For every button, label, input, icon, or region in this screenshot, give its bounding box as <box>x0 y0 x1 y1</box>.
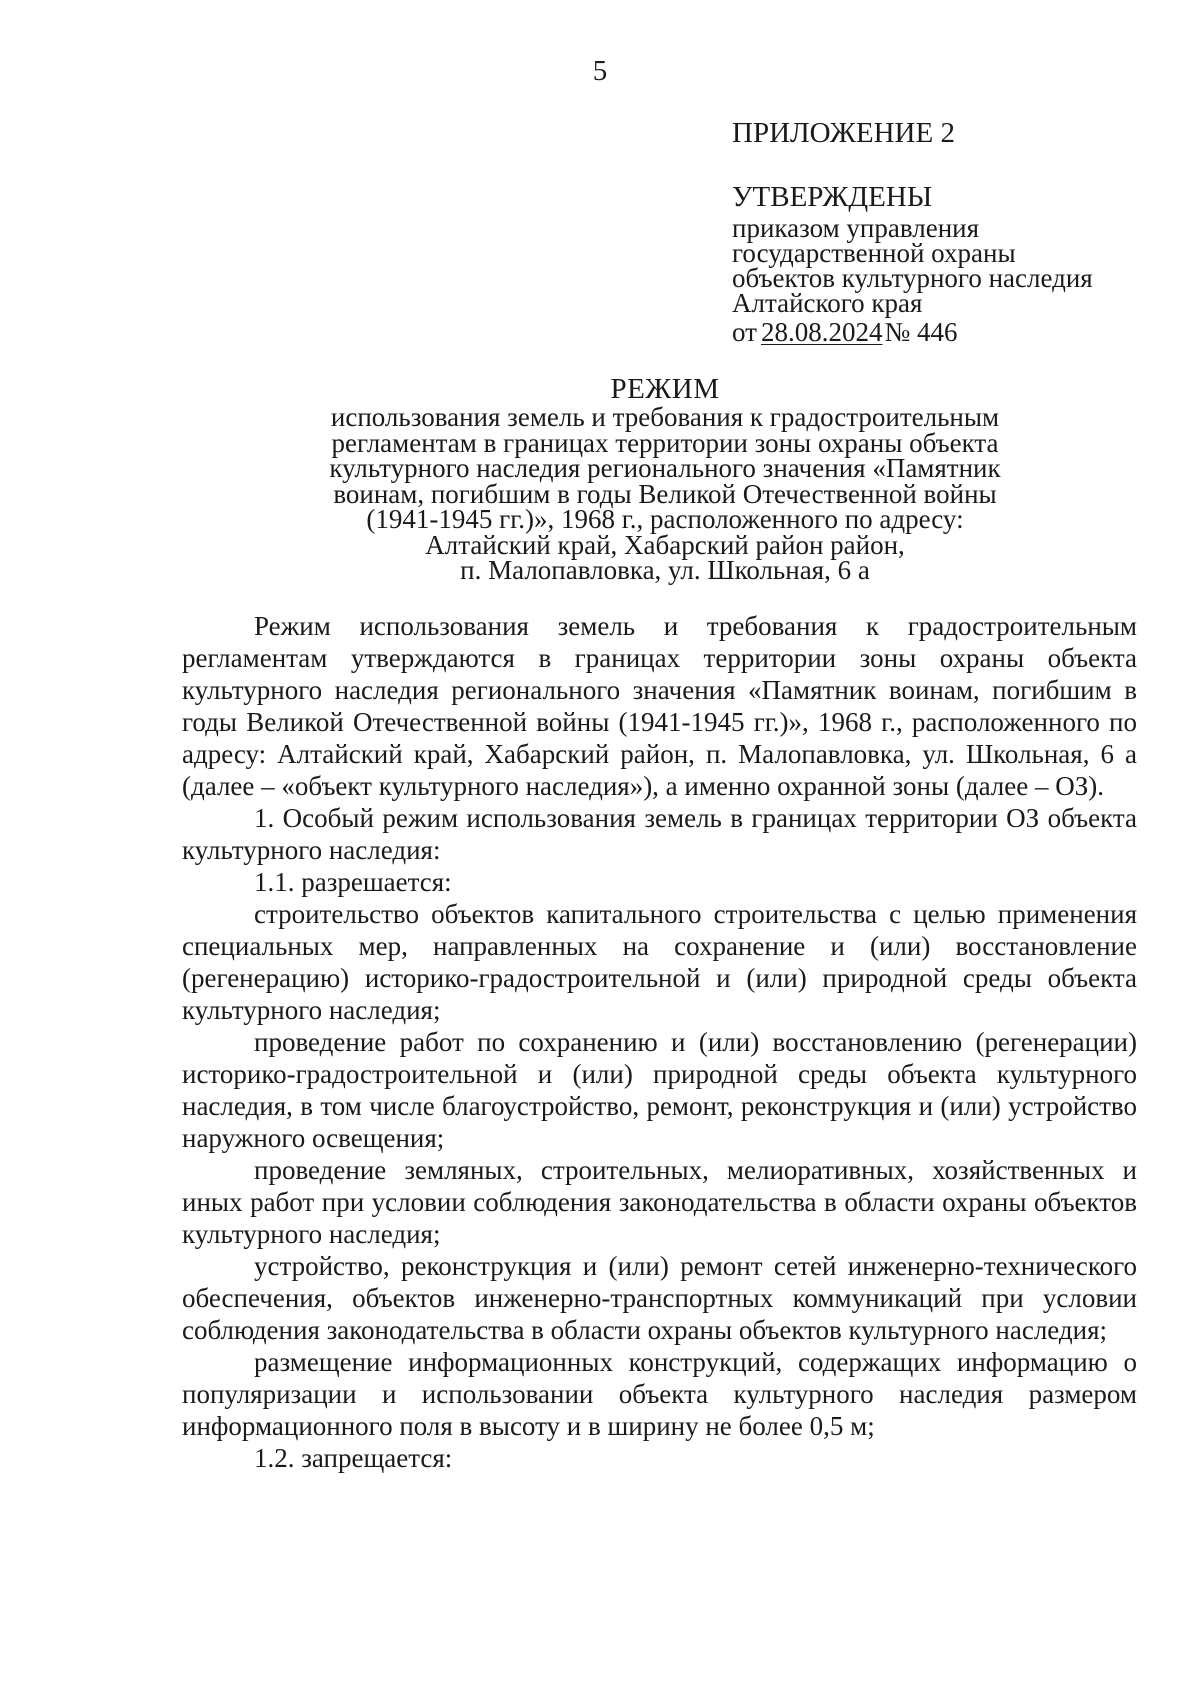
approval-line: Алтайского края <box>732 288 923 318</box>
document-subtitle <box>290 402 1040 585</box>
subtitle-line: культурного наследия регионального значения «Памятник <box>329 453 1001 483</box>
approval-line: приказом управления <box>732 213 980 243</box>
approval-date: 28.08.2024 <box>760 317 883 347</box>
intro-paragraph: Режим использования земель и требования к градостроительным регламентам утверждаются в границах территории зоны охраны объекта культурного наследия регионального значения «Памятник воинам, погибшим в годы Великой Отечественной войны (1941-1945 гг.)», 1968 г., расположенного по адресу: Алтайский край, Хабарский район, п. Малопавловка, ул. Школьная, 6 а (далее – «объект культурного наследия»), а именно охранной зоны (далее – ОЗ). <box>182 611 1137 801</box>
subtitle-line: (1941-1945 гг.)», 1968 г., расположенного по адресу: <box>366 504 964 534</box>
approval-date-line <box>732 316 1172 348</box>
approved-heading: УТВЕРЖДЕНЫ <box>732 181 933 213</box>
approval-line: государственной охраны <box>732 238 1016 268</box>
document-body <box>182 610 1137 1474</box>
allowed-item: проведение земляных, строительных, мелиоративных, хозяйственных и иных работ при условии соблюдения законодательства в области охраны объектов культурного наследия; <box>182 1155 1137 1249</box>
section-1-1-heading: 1.1. разрешается: <box>254 867 452 897</box>
subtitle-line: регламентам в границах территории зоны охраны объекта <box>331 427 999 458</box>
order-number: № 446 <box>884 317 958 347</box>
allowed-item: проведение работ по сохранению и (или) восстановлению (регенерации) историко-градостроительной и (или) природной среды объекта культурного наследия, в том числе благоустройство, ремонт, реконструкция и (или) устройство наружного освещения; <box>182 1027 1137 1153</box>
approval-line: объектов культурного наследия <box>732 263 1093 293</box>
appendix-heading: ПРИЛОЖЕНИЕ 2 <box>732 117 955 149</box>
date-prefix: от <box>732 317 757 347</box>
subtitle-line: п. Малопавловка, ул. Школьная, 6 а <box>460 555 870 585</box>
section-1-heading: 1. Особый режим использования земель в границах территории ОЗ объекта культурного наследия: <box>182 803 1137 865</box>
allowed-item: строительство объектов капитального строительства с целью применения специальных мер, направленных на сохранение и (или) восстановление (регенерацию) историко-градостроительной и (или) природной среды объекта культурного наследия; <box>182 899 1137 1025</box>
subtitle-line: воинам, погибшим в годы Великой Отечественной войны <box>333 478 997 509</box>
approval-block <box>732 180 1172 348</box>
subtitle-line: Алтайский край, Хабарский район район, <box>425 529 905 560</box>
document-title: РЕЖИМ <box>610 373 720 405</box>
section-1-2-heading: 1.2. запрещается: <box>254 1443 453 1473</box>
page-number: 5 <box>592 55 608 87</box>
allowed-item: размещение информационных конструкций, содержащих информацию о популяризации и использовании объекта культурного наследия размером информационного поля в высоту и в ширину не более 0,5 м; <box>182 1347 1137 1441</box>
subtitle-line: использования земель и требования к градостроительным <box>330 402 1000 432</box>
allowed-item: устройство, реконструкция и (или) ремонт сетей инженерно-технического обеспечения, объектов инженерно-транспортных коммуникаций при условии соблюдения законодательства в области охраны объектов культурного наследия; <box>182 1251 1137 1345</box>
